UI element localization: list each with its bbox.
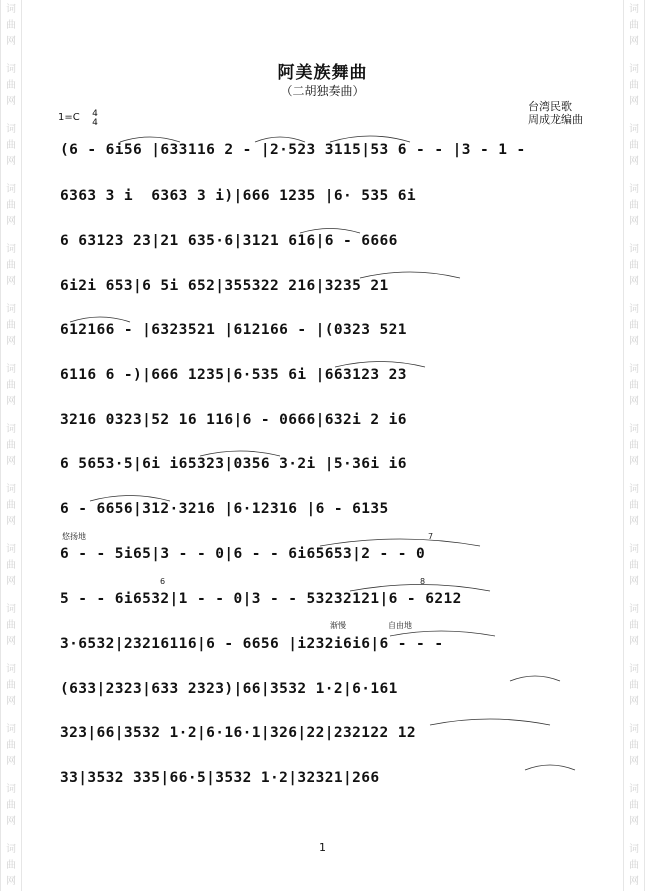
time-signature-bottom: 4: [92, 118, 98, 128]
slur-arc: [300, 229, 360, 234]
song-origin: 台湾民歌: [528, 100, 572, 113]
watermark-char: 曲: [629, 620, 639, 631]
score-line-3: 6 63123 23|21 635·6|3121 616|6 - 6666: [60, 233, 398, 249]
score-line-9: 6 - 6656|312·3216 |6·12316 |6 - 6135: [60, 501, 389, 517]
watermark-char: 曲: [6, 140, 16, 151]
watermark-char: 词: [629, 184, 639, 195]
watermark-char: 网: [629, 276, 639, 287]
watermark-char: 网: [6, 336, 16, 347]
watermark-char: 曲: [629, 140, 639, 151]
watermark-char: 词: [6, 844, 16, 855]
watermark-char: 词: [6, 244, 16, 255]
watermark-char: 网: [629, 576, 639, 587]
score-title: 阿美族舞曲: [277, 63, 368, 83]
score-line-1: (6 - 6i56 |633116 2 - |2·523 3115|53 6 - - |3 - 1 -: [60, 142, 526, 158]
watermark-char: 网: [629, 336, 639, 347]
watermark-char: 网: [6, 576, 16, 587]
watermark-char: 曲: [6, 740, 16, 751]
slur-arc: [320, 539, 480, 546]
arranger-credit: 周成龙编曲: [528, 113, 583, 126]
watermark-char: 曲: [6, 680, 16, 691]
score-line-13: (633|2323|633 2323)|66|3532 1·2|6·161: [60, 681, 398, 697]
watermark-char: 词: [6, 724, 16, 735]
score-line-15: 33|3532 335|66·5|3532 1·2|32321|266: [60, 770, 380, 786]
watermark-char: 曲: [629, 680, 639, 691]
slur-arc: [510, 676, 560, 681]
watermark-char: 曲: [629, 380, 639, 391]
watermark-char: 词: [629, 424, 639, 435]
watermark-char: 网: [6, 816, 16, 827]
score-line-12: 3·6532|23216116|6 - 6656 |i232i6i6|6 - - -: [60, 636, 444, 652]
watermark-char: 网: [629, 636, 639, 647]
watermark-char: 词: [629, 124, 639, 135]
watermark-char: 网: [6, 156, 16, 167]
watermark-char: 网: [629, 96, 639, 107]
watermark-char: 曲: [6, 380, 16, 391]
watermark-char: 曲: [6, 440, 16, 451]
watermark-char: 词: [629, 544, 639, 555]
watermark-char: 曲: [629, 500, 639, 511]
watermark-char: 曲: [6, 560, 16, 571]
score-line-8: 6 5653·5|6i i65323|0356 3·2i |5·36i i6: [60, 456, 407, 472]
watermark-char: 词: [629, 724, 639, 735]
watermark-char: 网: [6, 876, 16, 887]
watermark-char: 词: [629, 844, 639, 855]
watermark-char: 词: [6, 784, 16, 795]
watermark-char: 网: [629, 756, 639, 767]
slur-arc: [350, 585, 490, 592]
watermark-char: 网: [6, 756, 16, 767]
watermark-char: 词: [6, 4, 16, 15]
watermark-char: 网: [629, 36, 639, 47]
watermark-char: 曲: [629, 80, 639, 91]
slur-arc: [120, 137, 180, 142]
watermark-char: 词: [6, 64, 16, 75]
watermark-char: 词: [629, 64, 639, 75]
watermark-char: 网: [6, 36, 16, 47]
watermark-char: 曲: [6, 500, 16, 511]
watermark-char: 词: [629, 664, 639, 675]
watermark-char: 网: [629, 156, 639, 167]
watermark-char: 曲: [629, 860, 639, 871]
tuplet-6-label: 6: [160, 577, 166, 586]
watermark-char: 网: [6, 96, 16, 107]
watermark-char: 网: [629, 456, 639, 467]
tuplet-7-label: 7: [428, 532, 434, 541]
watermark-char: 词: [6, 484, 16, 495]
watermark-char: 曲: [6, 260, 16, 271]
score-line-5: 612166 - |6323521 |612166 - |(0323 521: [60, 322, 407, 338]
slur-arc: [335, 362, 425, 368]
slur-arc: [255, 137, 305, 142]
tempo-mark-leisurely: 悠扬地: [62, 532, 86, 541]
watermark-char: 网: [6, 636, 16, 647]
page-number: 1: [319, 841, 326, 854]
slur-arc: [70, 317, 130, 322]
watermark-char: 曲: [629, 800, 639, 811]
watermark-char: 曲: [629, 200, 639, 211]
watermark-char: 曲: [6, 620, 16, 631]
watermark-char: 曲: [629, 320, 639, 331]
watermark-char: 曲: [6, 320, 16, 331]
watermark-char: 词: [6, 184, 16, 195]
watermark-char: 曲: [629, 440, 639, 451]
slur-arc: [200, 451, 280, 456]
watermark-char: 曲: [6, 200, 16, 211]
watermark-char: 词: [6, 424, 16, 435]
tempo-mark-free: 自由地: [388, 621, 412, 630]
time-signature-top: 4: [92, 109, 98, 119]
watermark-char: 词: [6, 124, 16, 135]
watermark-char: 网: [6, 456, 16, 467]
watermark-char: 曲: [6, 860, 16, 871]
watermark-char: 网: [6, 516, 16, 527]
watermark-char: 词: [629, 364, 639, 375]
watermark-char: 曲: [629, 560, 639, 571]
watermark-char: 网: [6, 696, 16, 707]
score-line-11: 5 - - 6i6532|1 - - 0|3 - - 53232121|6 - 6212: [60, 591, 462, 607]
watermark-char: 曲: [629, 260, 639, 271]
key-signature: 1=C: [58, 112, 80, 123]
slur-arc: [525, 765, 575, 770]
watermark-char: 网: [629, 216, 639, 227]
score-line-14: 323|66|3532 1·2|6·16·1|326|22|232122 12: [60, 725, 417, 741]
watermark-char: 网: [6, 216, 16, 227]
watermark-char: 曲: [6, 80, 16, 91]
tempo-mark-slower: 渐慢: [330, 621, 346, 630]
watermark-char: 网: [629, 516, 639, 527]
watermark-char: 曲: [6, 20, 16, 31]
slur-arc: [360, 272, 460, 278]
score-line-2: 6363 3 i 6363 3 i)|666 1235 |6· 535 6i: [60, 188, 417, 204]
watermark-char: 词: [6, 604, 16, 615]
score-line-6: 6116 6 -)|666 1235|6·535 6i |663123 23: [60, 367, 407, 383]
watermark-char: 词: [6, 544, 16, 555]
slur-arc: [430, 719, 550, 725]
watermark-char: 网: [629, 876, 639, 887]
tuplet-8-label: 8: [420, 577, 426, 586]
slur-arc: [390, 631, 495, 636]
watermark-char: 网: [6, 276, 16, 287]
watermark-char: 曲: [629, 740, 639, 751]
score-subtitle: （二胡独奏曲）: [280, 84, 365, 98]
watermark-char: 曲: [629, 20, 639, 31]
score-line-10: 6 - - 5i65|3 - - 0|6 - - 6i65653|2 - - 0: [60, 546, 426, 562]
slur-arc: [330, 136, 410, 142]
watermark-char: 词: [6, 304, 16, 315]
watermark-char: 词: [629, 244, 639, 255]
slur-arc: [90, 496, 170, 502]
watermark-char: 网: [629, 396, 639, 407]
watermark-char: 词: [629, 784, 639, 795]
watermark-char: 词: [629, 604, 639, 615]
watermark-char: 词: [629, 304, 639, 315]
watermark-char: 曲: [6, 800, 16, 811]
score-line-7: 3216 0323|52 16 116|6 - 0666|632i 2 i6: [60, 412, 407, 428]
watermark-char: 网: [6, 396, 16, 407]
watermark-char: 词: [629, 484, 639, 495]
watermark-char: 网: [629, 816, 639, 827]
watermark-char: 网: [629, 696, 639, 707]
score-line-4: 6i2i 653|6 5i 652|355322 216|3235 21: [60, 278, 389, 294]
watermark-char: 词: [6, 664, 16, 675]
watermark-char: 词: [6, 364, 16, 375]
watermark-char: 词: [629, 4, 639, 15]
